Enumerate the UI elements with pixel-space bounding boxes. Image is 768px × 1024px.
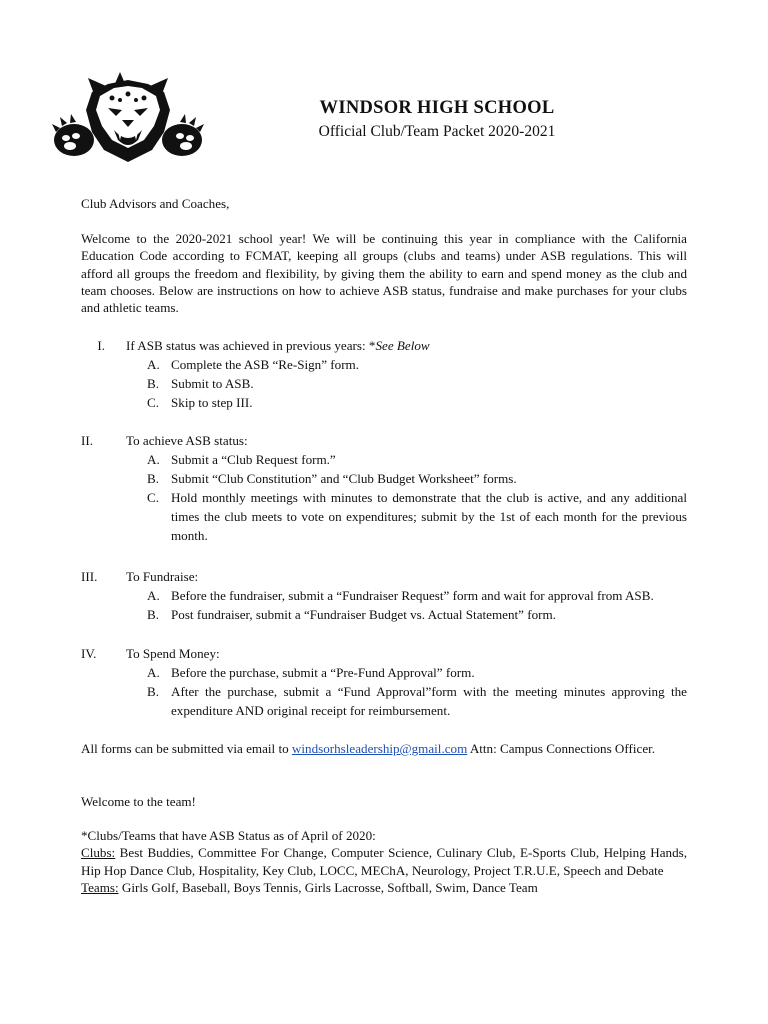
section-4-title: To Spend Money:	[126, 646, 220, 661]
submit-note: All forms can be submitted via email to windsorhsleadership@gmail.com Attn: Campus Connections Officer.	[81, 741, 656, 756]
list-item: B. Post fundraiser, submit a “Fundraiser Budget vs. Actual Statement” form.	[147, 607, 556, 622]
school-name: WINDSOR HIGH SCHOOL	[319, 98, 555, 118]
list-item: B. Submit “Club Constitution” and “Club Budget Worksheet” forms.	[147, 471, 517, 486]
email-link[interactable]: windsorhsleadership@gmail.com	[291, 741, 468, 756]
title-block	[262, 96, 612, 144]
section-1-number: I.	[97, 338, 105, 353]
list-item: B. Submit to ASB.	[147, 376, 254, 391]
list-item: C. Skip to step III.	[147, 395, 253, 410]
panther-mascot-logo	[52, 70, 204, 170]
list-item: A. Submit a “Club Request form.”	[147, 452, 336, 467]
list-item: A. Complete the ASB “Re-Sign” form.	[147, 357, 360, 372]
section-4	[81, 644, 687, 720]
clubs-label: Clubs:	[81, 845, 116, 861]
greeting: Club Advisors and Coaches,	[81, 196, 230, 211]
section-3-number: III.	[81, 569, 98, 584]
section-3	[81, 567, 687, 624]
list-item: C. Hold monthly meetings with minutes to demonstrate that the club is active, and any additional times the club meets to vote on expenditures; submit by the 1st of each month for the previous month.	[147, 490, 687, 543]
list-item: A. Before the purchase, submit a “Pre-Fund Approval” form.	[147, 665, 475, 680]
intro-paragraph: Welcome to the 2020-2021 school year! We will be continuing this year in compliance with the California Education Code according to FCMAT, keeping all groups (clubs and teams) under ASB regulations. This will afford all groups the freedom and flexibility, by giving them the ability to earn and spend money as the club and team chooses. Below are instructions on how to achieve ASB status, fundraise and make purchases for your clubs and athletic teams.	[81, 231, 687, 316]
section-2-title: To achieve ASB status:	[126, 433, 248, 448]
teams-label: Teams:	[81, 879, 119, 895]
status-note: *Clubs/Teams that have ASB Status as of April of 2020:	[81, 828, 376, 843]
asb-status-list	[81, 827, 687, 896]
list-item: B. After the purchase, submit a “Fund Approval”form with the meeting minutes approving the expenditure AND original receipt for reimbursement.	[147, 684, 687, 718]
packet-subtitle: Official Club/Team Packet 2020-2021	[318, 123, 556, 140]
section-3-title: To Fundraise:	[126, 569, 199, 584]
list-item: A. Before the fundraiser, submit a “Fundraiser Request” form and wait for approval from ASB.	[147, 588, 654, 603]
teams-list: Teams: Girls Golf, Baseball, Boys Tennis, Girls Lacrosse, Softball, Swim, Dance Team	[81, 879, 538, 895]
section-2-number: II.	[81, 433, 93, 448]
section-4-number: IV.	[81, 646, 97, 661]
welcome-line: Welcome to the team!	[81, 794, 196, 809]
section-2	[81, 431, 687, 545]
section-1-title: If ASB status was achieved in previous years: *See Below	[126, 338, 430, 353]
section-1	[81, 336, 687, 412]
clubs-list: Clubs: Best Buddies, Committee For Change, Computer Science, Culinary Club, E-Sports Club, Helping Hands, Hip Hop Dance Club, Hospitality, Key Club, LOCC, MEChA, Neurology, Project T.R.U.E, Speech and Debate	[81, 845, 687, 878]
